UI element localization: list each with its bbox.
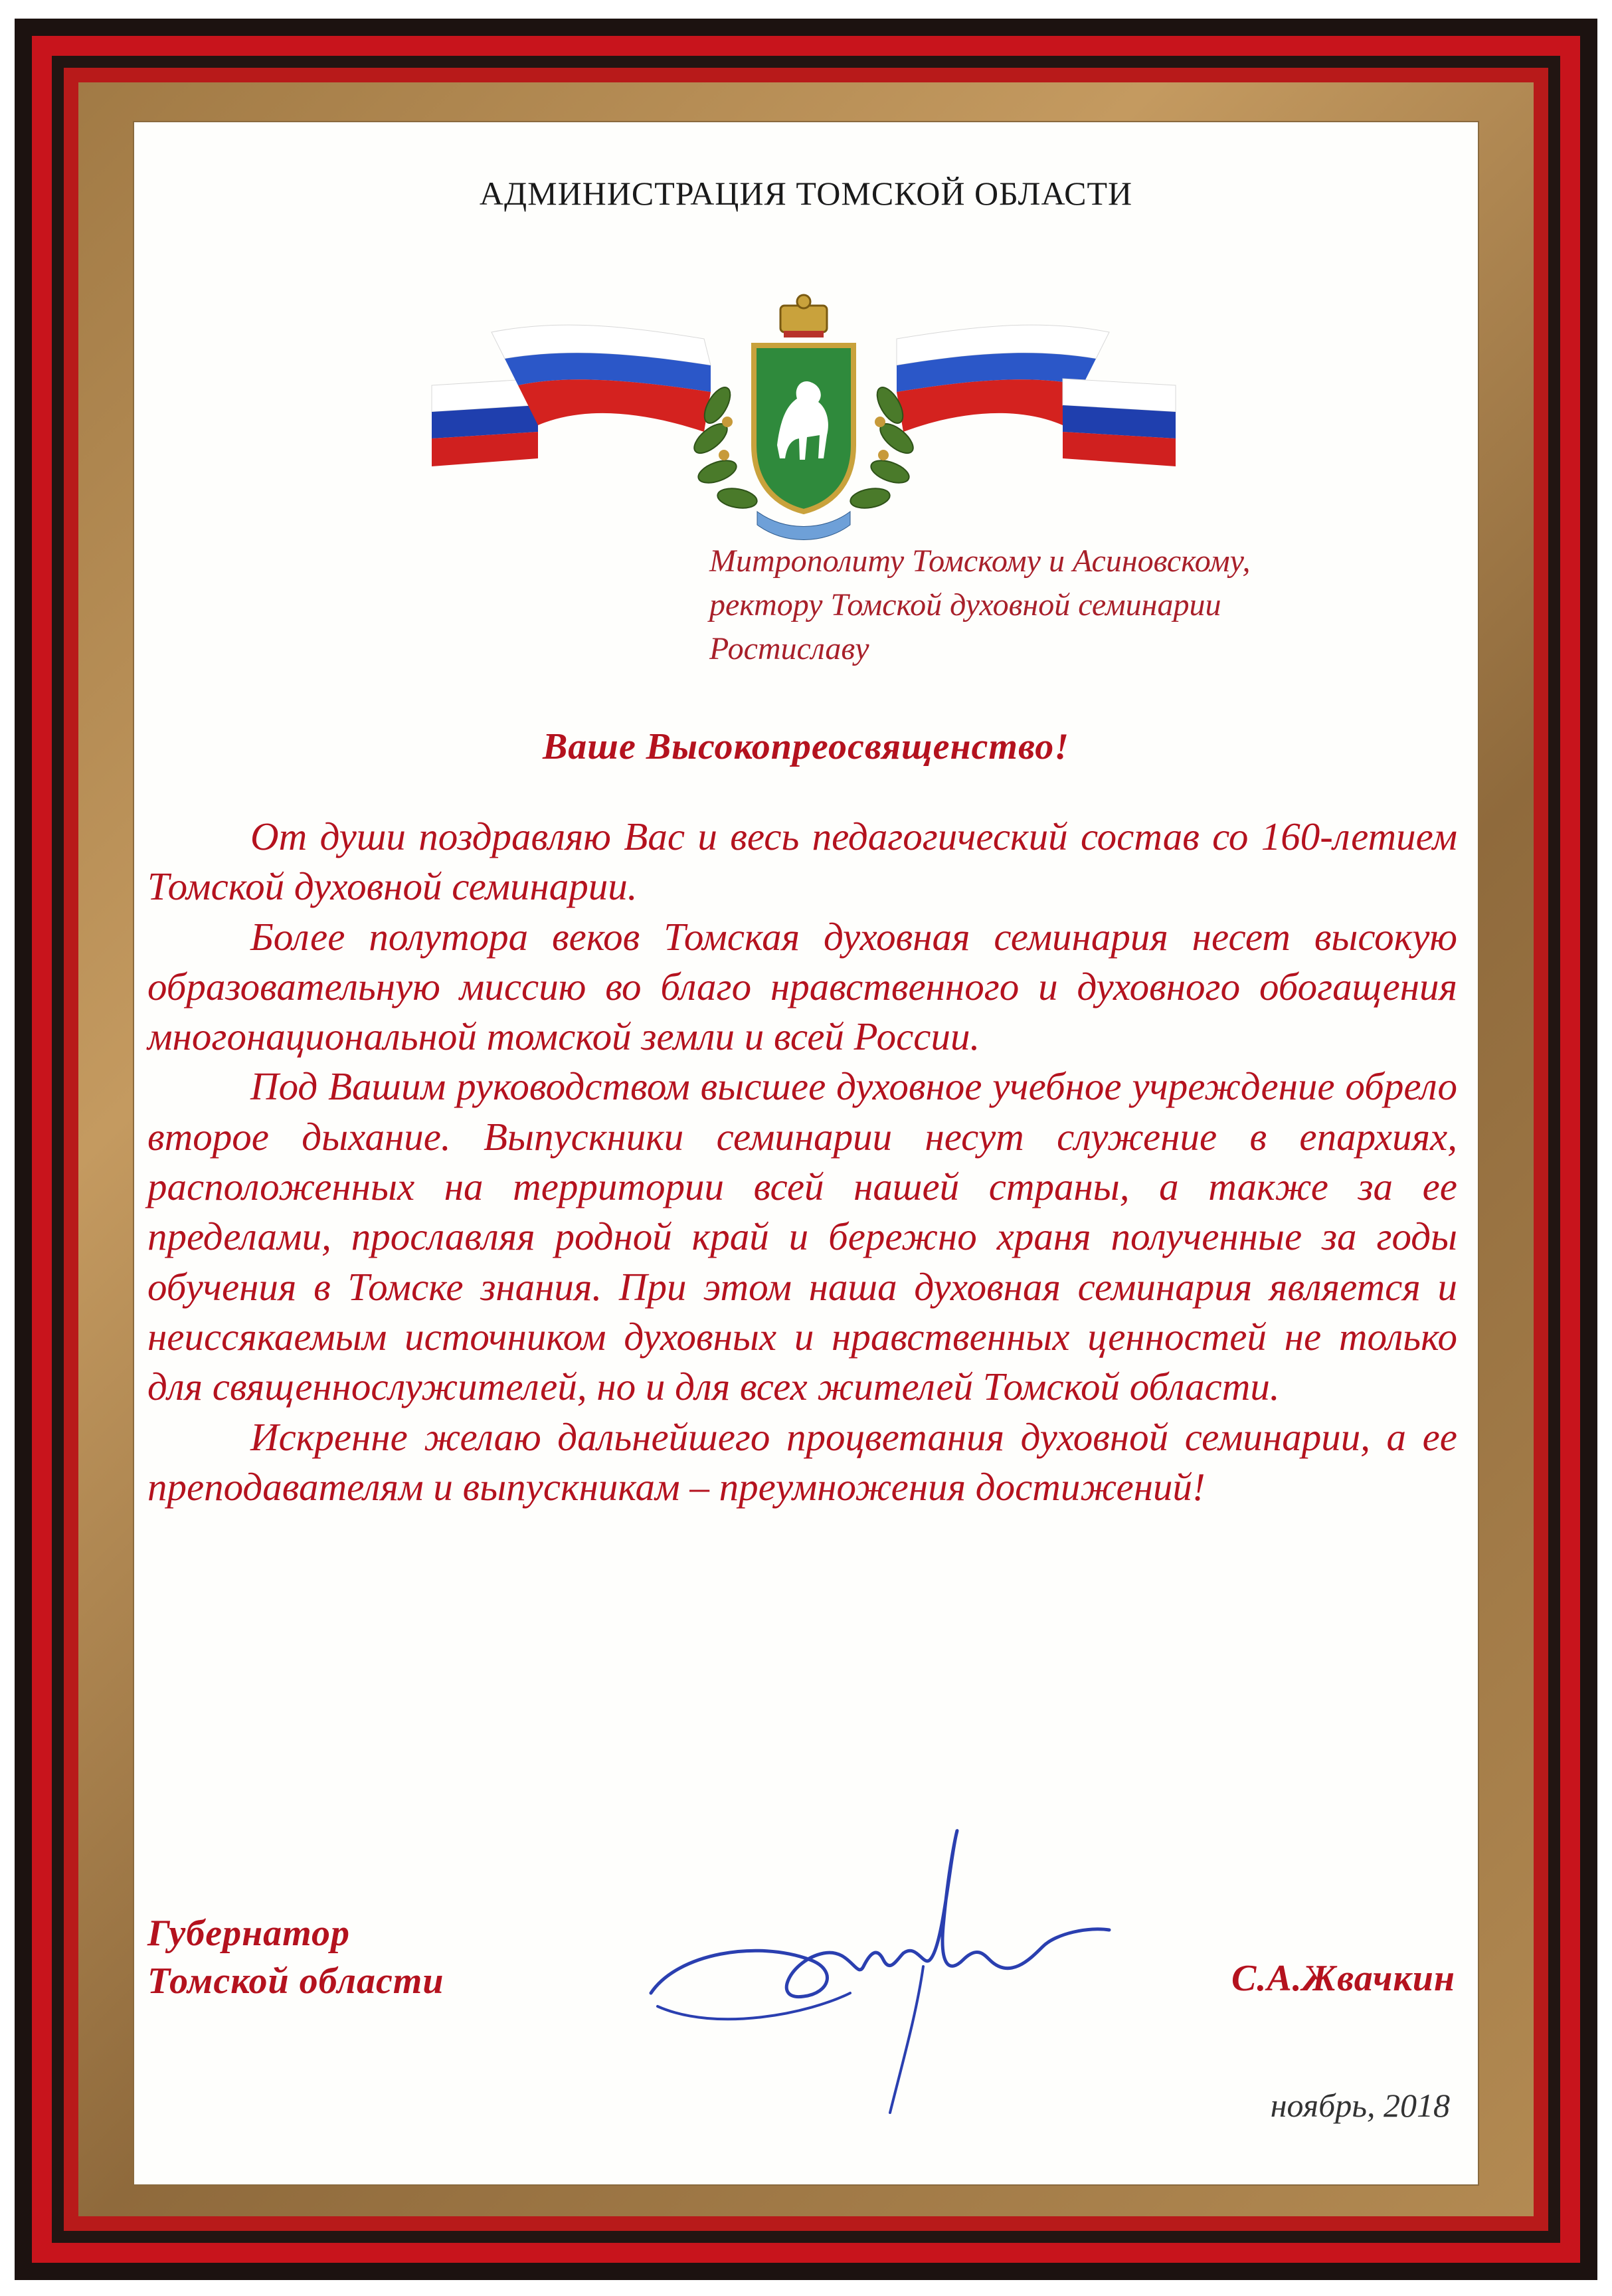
- signatory-title: [147, 1909, 444, 2005]
- body-paragraph: Искренне желаю дальнейшего процветания духовной семинарии, а ее преподавателям и выпускникам – преумножения достижений!: [147, 1414, 1457, 1509]
- signatory-title-line: Томской области: [147, 1961, 444, 2002]
- handwritten-signature: [638, 1794, 1116, 2126]
- addressee-line: Митрополиту Томскому и Асиновскому,: [709, 543, 1251, 579]
- letter-date: ноябрь, 2018: [1270, 2087, 1450, 2124]
- salutation: Ваше Высокопреосвященство!: [542, 726, 1070, 767]
- addressee-line: ректору Томской духовной семинарии: [709, 587, 1221, 622]
- body-paragraph: Под Вашим руководством высшее духовное учебное учреждение обрело второе дыхание. Выпускники семинарии несут служение в епархиях, расположенных на территории всей нашей страны, а также за ее пределами, прославляя родной край и бережно храня полученные за годы обучения в Томске знания. При этом наша духовная семинария является и неиссякаемым источником духовных и нравственных ценностей не только для священнослужителей, но и для всех жителей Томской области.: [147, 1064, 1457, 1409]
- signatory-name: С.А.Жвачкин: [1231, 1958, 1455, 1999]
- addressee-block: [709, 539, 1520, 671]
- addressee-line: Ростиславу: [709, 631, 869, 666]
- body-paragraph: Более полутора веков Томская духовная семинария несет высокую образовательную миссию во благо нравственного и духовного обогащения многонациональной томской земли и всей России.: [147, 914, 1457, 1059]
- tomsk-coat-of-arms-with-russian-flag-ribbon-icon: [425, 292, 1182, 545]
- body-paragraph: От души поздравляю Вас и весь педагогический состав со 160-летием Томской духовной семинарии.: [147, 814, 1457, 909]
- signatory-title-line: Губернатор: [147, 1913, 350, 1954]
- issuer-header: АДМИНИСТРАЦИЯ ТОМСКОЙ ОБЛАСТИ: [479, 175, 1133, 212]
- letter-body: [147, 812, 1457, 1512]
